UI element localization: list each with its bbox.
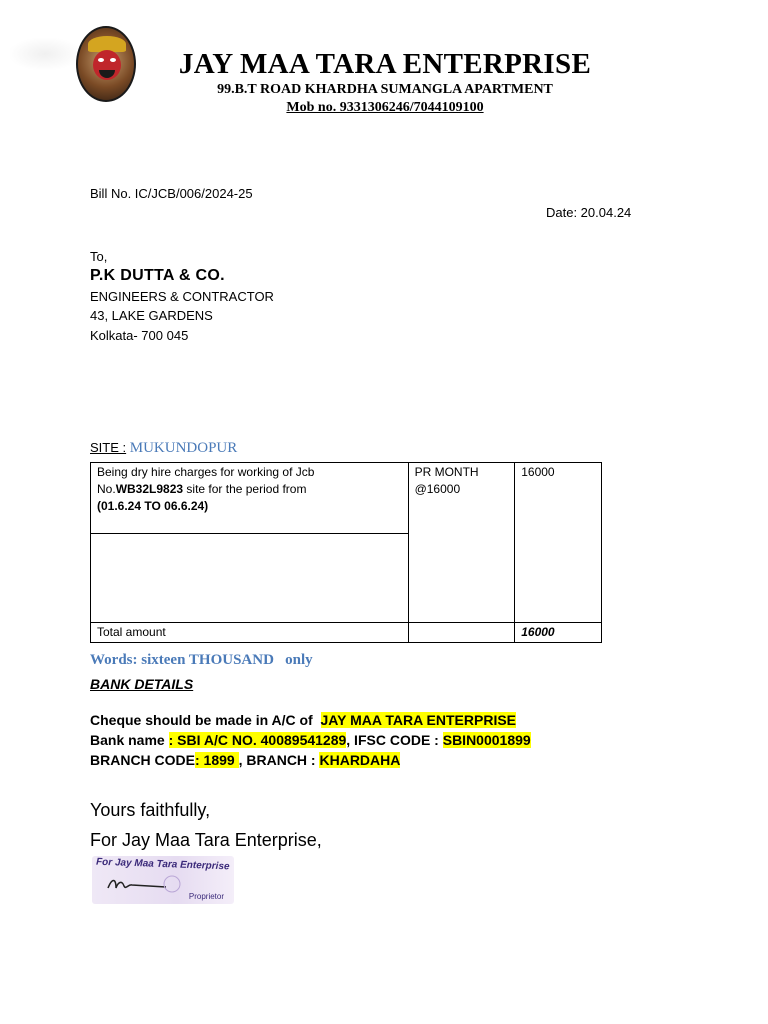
branch-name: KHARDAHA [319, 752, 401, 768]
bank-label: Bank name [90, 732, 169, 748]
account-number: : SBI A/C NO. 40089541289 [168, 732, 347, 748]
vehicle-number: WB32L9823 [115, 482, 184, 496]
total-label: Total amount [91, 623, 409, 643]
bank-details-heading: BANK DETAILS [90, 676, 194, 692]
ifsc-code: SBIN0001899 [442, 732, 531, 748]
stamp-proprietor: Proprietor [188, 892, 224, 901]
description-cell [91, 463, 409, 534]
bill-date: Date: 20.04.24 [546, 205, 632, 220]
signature-stamp [92, 856, 234, 904]
desc-text-1: Being dry hire charges for working of Jcb [97, 465, 315, 479]
branch-label: , BRANCH : [238, 752, 320, 768]
stamp-text: For Jay Maa Tara Enterprise [95, 856, 230, 873]
scan-smudge [10, 38, 80, 70]
deity-logo [76, 26, 136, 102]
branch-line [90, 752, 400, 768]
table-row [91, 463, 602, 534]
branch-code: : 1899 [195, 752, 239, 768]
site-label: SITE : [90, 440, 127, 455]
rate-line-2: @16000 [414, 482, 461, 496]
branch-code-label: BRANCH CODE [90, 752, 195, 768]
bank-name-line [90, 732, 531, 748]
recipient-name: P.K DUTTA & CO. [90, 267, 225, 284]
total-row [91, 623, 602, 643]
cheque-line [90, 712, 516, 728]
company-mobile [150, 100, 620, 116]
mobile-text: Mob no. 9331306246/7044109100 [286, 100, 484, 115]
signature-icon [106, 874, 186, 896]
recipient-line-1: ENGINEERS & CONTRACTOR [90, 289, 274, 304]
company-address: 99.B.T ROAD KHARDHA SUMANGLA APARTMENT [217, 82, 553, 97]
closing-line-2: For Jay Maa Tara Enterprise, [90, 830, 322, 850]
amount-in-words: Words: sixteen THOUSAND only [90, 652, 313, 668]
empty-description-cell [91, 534, 409, 623]
to-label: To, [90, 249, 108, 264]
site-line [90, 440, 237, 457]
closing-line-1: Yours faithfully, [90, 800, 211, 820]
site-value: MUKUNDOPUR [129, 440, 238, 456]
ifsc-label: , IFSC CODE : [346, 732, 443, 748]
cheque-name: JAY MAA TARA ENTERPRISE [320, 712, 517, 728]
total-value: 16000 [515, 623, 602, 643]
bill-table [90, 462, 602, 643]
total-empty-cell [408, 623, 515, 643]
bill-number: Bill No. IC/JCB/006/2024-25 [90, 186, 253, 201]
period-text: (01.6.24 TO 06.6.24) [97, 499, 209, 513]
amount-cell: 16000 [515, 463, 602, 623]
recipient-line-2: 43, LAKE GARDENS [90, 308, 213, 323]
cheque-label: Cheque should be made in A/C of [90, 712, 321, 728]
rate-line-1: PR MONTH [414, 465, 479, 479]
desc-text-3: site for the period from [183, 482, 307, 496]
company-title: JAY MAA TARA ENTERPRISE [178, 48, 592, 80]
desc-text-2: No. [97, 482, 116, 496]
recipient-line-3: Kolkata- 700 045 [90, 328, 189, 343]
rate-cell [408, 463, 515, 623]
